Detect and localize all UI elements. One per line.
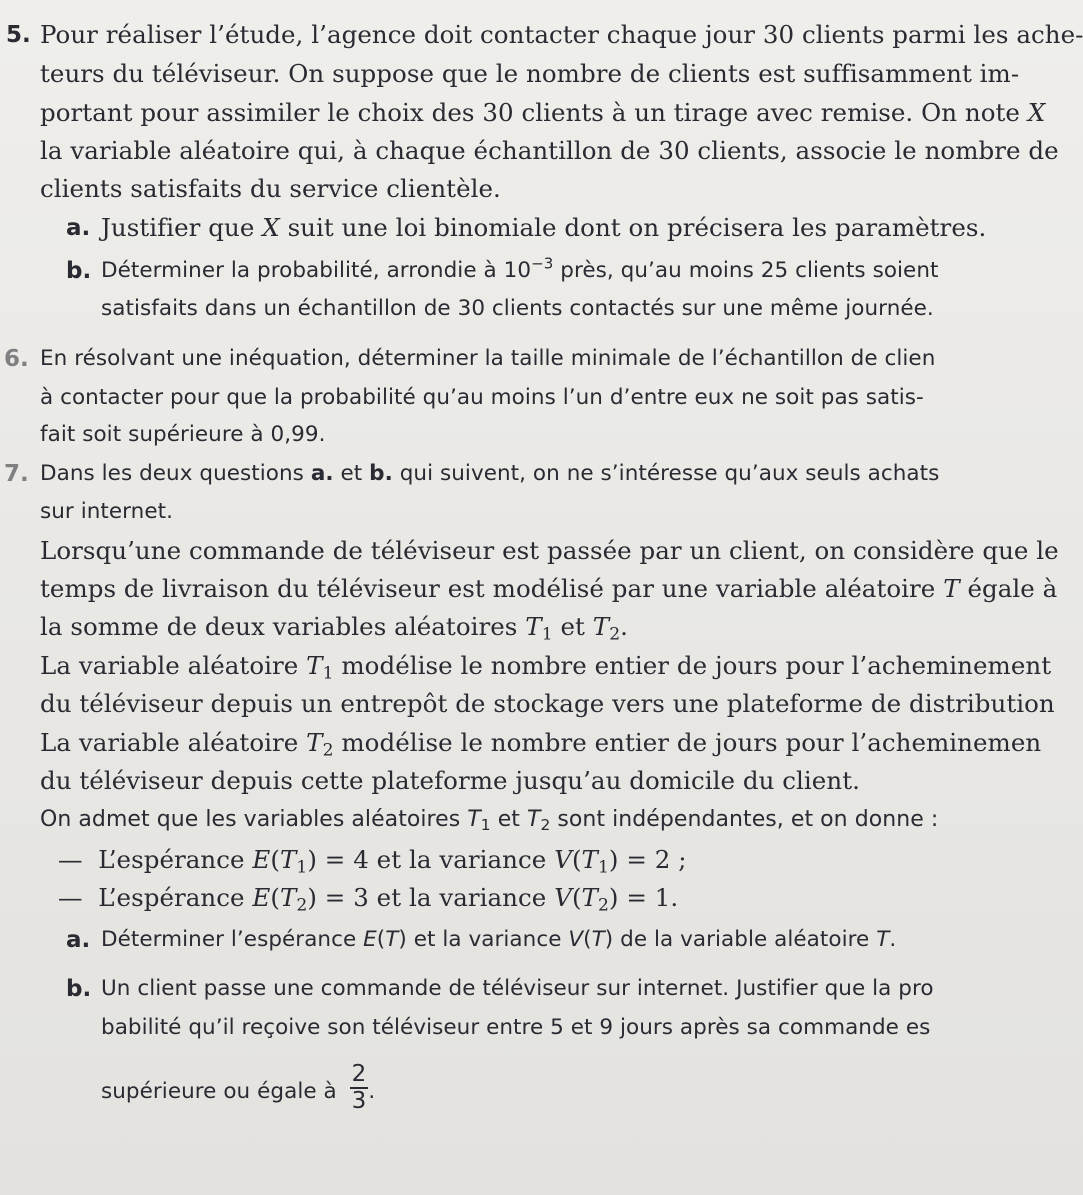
q5-line-1: Pour réaliser l’étude, l’agence doit contacter chaque jour 30 clients parmi les ache- [40, 20, 1083, 49]
q7-p3-line-2: du téléviseur depuis cette plateforme jusqu’au domicile du client. [40, 766, 860, 795]
question-6-number: 6. [4, 346, 29, 372]
q7-p1-line-2: temps de livraison du téléviseur est modélisé par une variable aléatoire T égale à [40, 574, 1058, 603]
q7-list-item-2: — L’espérance $E(T_2) = 3$ et la variance $V(T_2) = 1$. [58, 883, 679, 916]
q5-line-5: clients satisfaits du service clientèle. [40, 174, 501, 203]
q7b-label: b. [66, 976, 92, 1002]
q7-p1-line-3: la somme de deux variables aléatoires $T_1$ et $T_2$. [40, 612, 629, 645]
question-5-number: 5. [6, 22, 31, 48]
q7-p1-line-1: Lorsqu’une commande de téléviseur est passée par un client, on considère que le [40, 536, 1059, 565]
q7b-line-2: babilité qu’il reçoive son téléviseur entre 5 et 9 jours après sa commande es [101, 1015, 931, 1040]
q7-intro-line-2: sur internet. [40, 499, 173, 524]
q5b-label: b. [66, 258, 92, 284]
q7-p4-line: On admet que les variables aléatoires $T_1$ et $T_2$ sont indépendantes, et on donne : [40, 807, 939, 834]
q5b-line-1: Déterminer la probabilité, arrondie à $10^{-3}$ près, qu’au moins 25 clients soient [101, 254, 939, 283]
q7b-line-1: Un client passe une commande de téléviseur sur internet. Justifier que la pro [101, 976, 934, 1001]
q7a-label: a. [66, 927, 91, 953]
fraction-two-thirds: $\frac{2}{3}$ [351, 1061, 367, 1114]
q6-line-3: fait soit supérieure à 0,99. [40, 422, 326, 447]
q7-intro-line-1: Dans les deux questions a. et b. qui suivent, on ne s’intéresse qu’aux seuls achats [40, 461, 940, 486]
q5a-label: a. [66, 215, 91, 241]
power-ten: $10^{-3}$ [503, 254, 554, 283]
q5b-line-2: satisfaits dans un échantillon de 30 clients contactés sur une même journée. [101, 296, 934, 321]
q7-p3-line-1: La variable aléatoire $T_2$ modélise le nombre entier de jours pour l’acheminemen [40, 728, 1042, 761]
q5-line-2: teurs du téléviseur. On suppose que le nombre de clients est suffisamment im- [40, 59, 1020, 88]
q7a-text: Déterminer l’espérance E(T) et la variance V(T) de la variable aléatoire T. [101, 927, 897, 952]
q6-line-1: En résolvant une inéquation, déterminer la taille minimale de l’échantillon de clien [40, 346, 936, 371]
q6-line-2: à contacter pour que la probabilité qu’au moins l’un d’entre eux ne soit pas satis- [40, 385, 924, 410]
q7-p2-line-1: La variable aléatoire $T_1$ modélise le nombre entier de jours pour l’acheminement [40, 651, 1052, 684]
q5-line-3: portant pour assimiler le choix des 30 clients à un tirage avec remise. On note X [40, 98, 1046, 127]
q7-p2-line-2: du téléviseur depuis un entrepôt de stockage vers une plateforme de distribution [40, 689, 1055, 718]
question-7-number: 7. [4, 461, 29, 487]
q7-list-item-1: — L’espérance $E(T_1) = 4$ et la variance $V(T_1) = 2$ ; [58, 845, 687, 878]
q5a-text: Justifier que X suit une loi binomiale dont on précisera les paramètres. [101, 213, 987, 242]
q5-line-4: la variable aléatoire qui, à chaque échantillon de 30 clients, associe le nombre de [40, 136, 1059, 165]
q7b-line-3: supérieure ou égale à $\frac{2}{3}$ . [101, 1061, 376, 1114]
